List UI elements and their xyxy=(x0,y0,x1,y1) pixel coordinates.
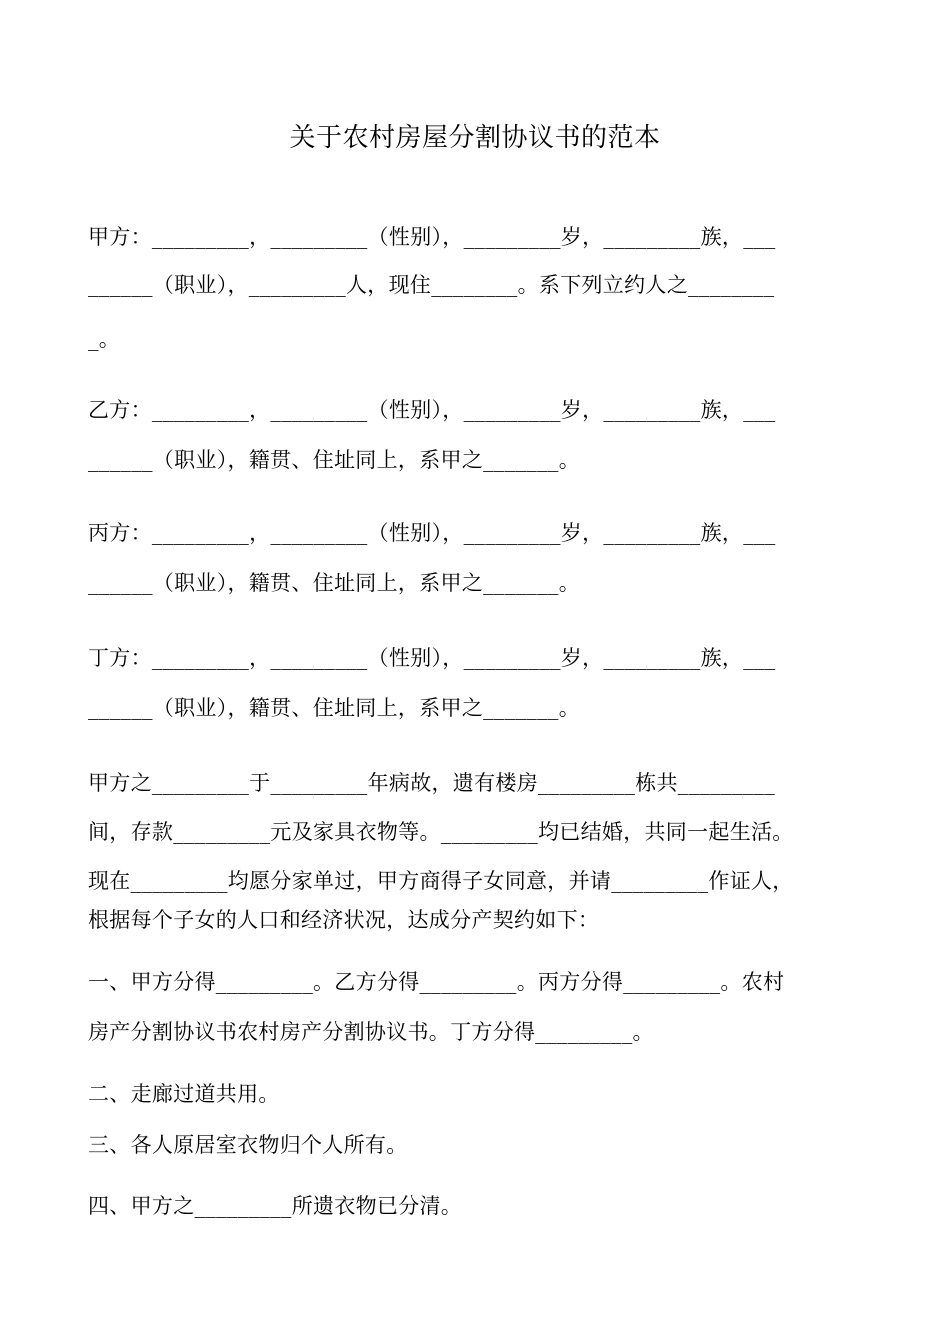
document-title: 关于农村房屋分割协议书的范本 xyxy=(289,123,661,153)
clause-2: 二、走廊过道共用。 xyxy=(88,1082,280,1106)
party-c-line-1: 丙方：_________，_________（性别），_________岁，_________族，___ xyxy=(88,521,776,545)
party-b-line-1: 乙方：_________，_________（性别），_________岁，_________族，___ xyxy=(88,398,776,422)
party-a-line-1: 甲方：_________，_________（性别），_________岁，_________族，___ xyxy=(88,225,776,249)
estate-paragraph-line-1: 甲方之_________于_________年病故，遗有楼房_________栋共_________ xyxy=(88,771,775,795)
clause-1-line-2: 房产分割协议书农村房产分割协议书。丁方分得_________。 xyxy=(88,1020,654,1044)
party-a-line-3: _。 xyxy=(88,327,121,351)
estate-paragraph-line-3: 现在_________均愿分家单过，甲方商得子女同意，并请_________作证人， xyxy=(88,869,794,893)
party-a-line-2: ______（职业），_________人，现住________。系下列立约人之________ xyxy=(88,273,775,297)
clause-4: 四、甲方之_________所遗衣物已分清。 xyxy=(88,1194,463,1218)
estate-paragraph-line-4: 根据每个子女的人口和经济状况，达成分产契约如下： xyxy=(88,908,600,932)
party-c-line-2: ______（职业），籍贯、住址同上，系甲之_______。 xyxy=(88,571,580,595)
party-b-line-2: ______（职业），籍贯、住址同上，系甲之_______。 xyxy=(88,448,580,472)
clause-3: 三、各人原居室衣物归个人所有。 xyxy=(88,1133,408,1157)
estate-paragraph-line-2: 间，存款_________元及家具衣物等。_________均已结婚，共同一起生活。 xyxy=(88,820,794,844)
party-d-line-1: 丁方：_________，_________（性别），_________岁，_________族，___ xyxy=(88,646,776,670)
clause-1-line-1: 一、甲方分得_________。乙方分得_________。丙方分得_________。农村 xyxy=(88,970,785,994)
party-d-line-2: ______（职业），籍贯、住址同上，系甲之_______。 xyxy=(88,696,580,720)
